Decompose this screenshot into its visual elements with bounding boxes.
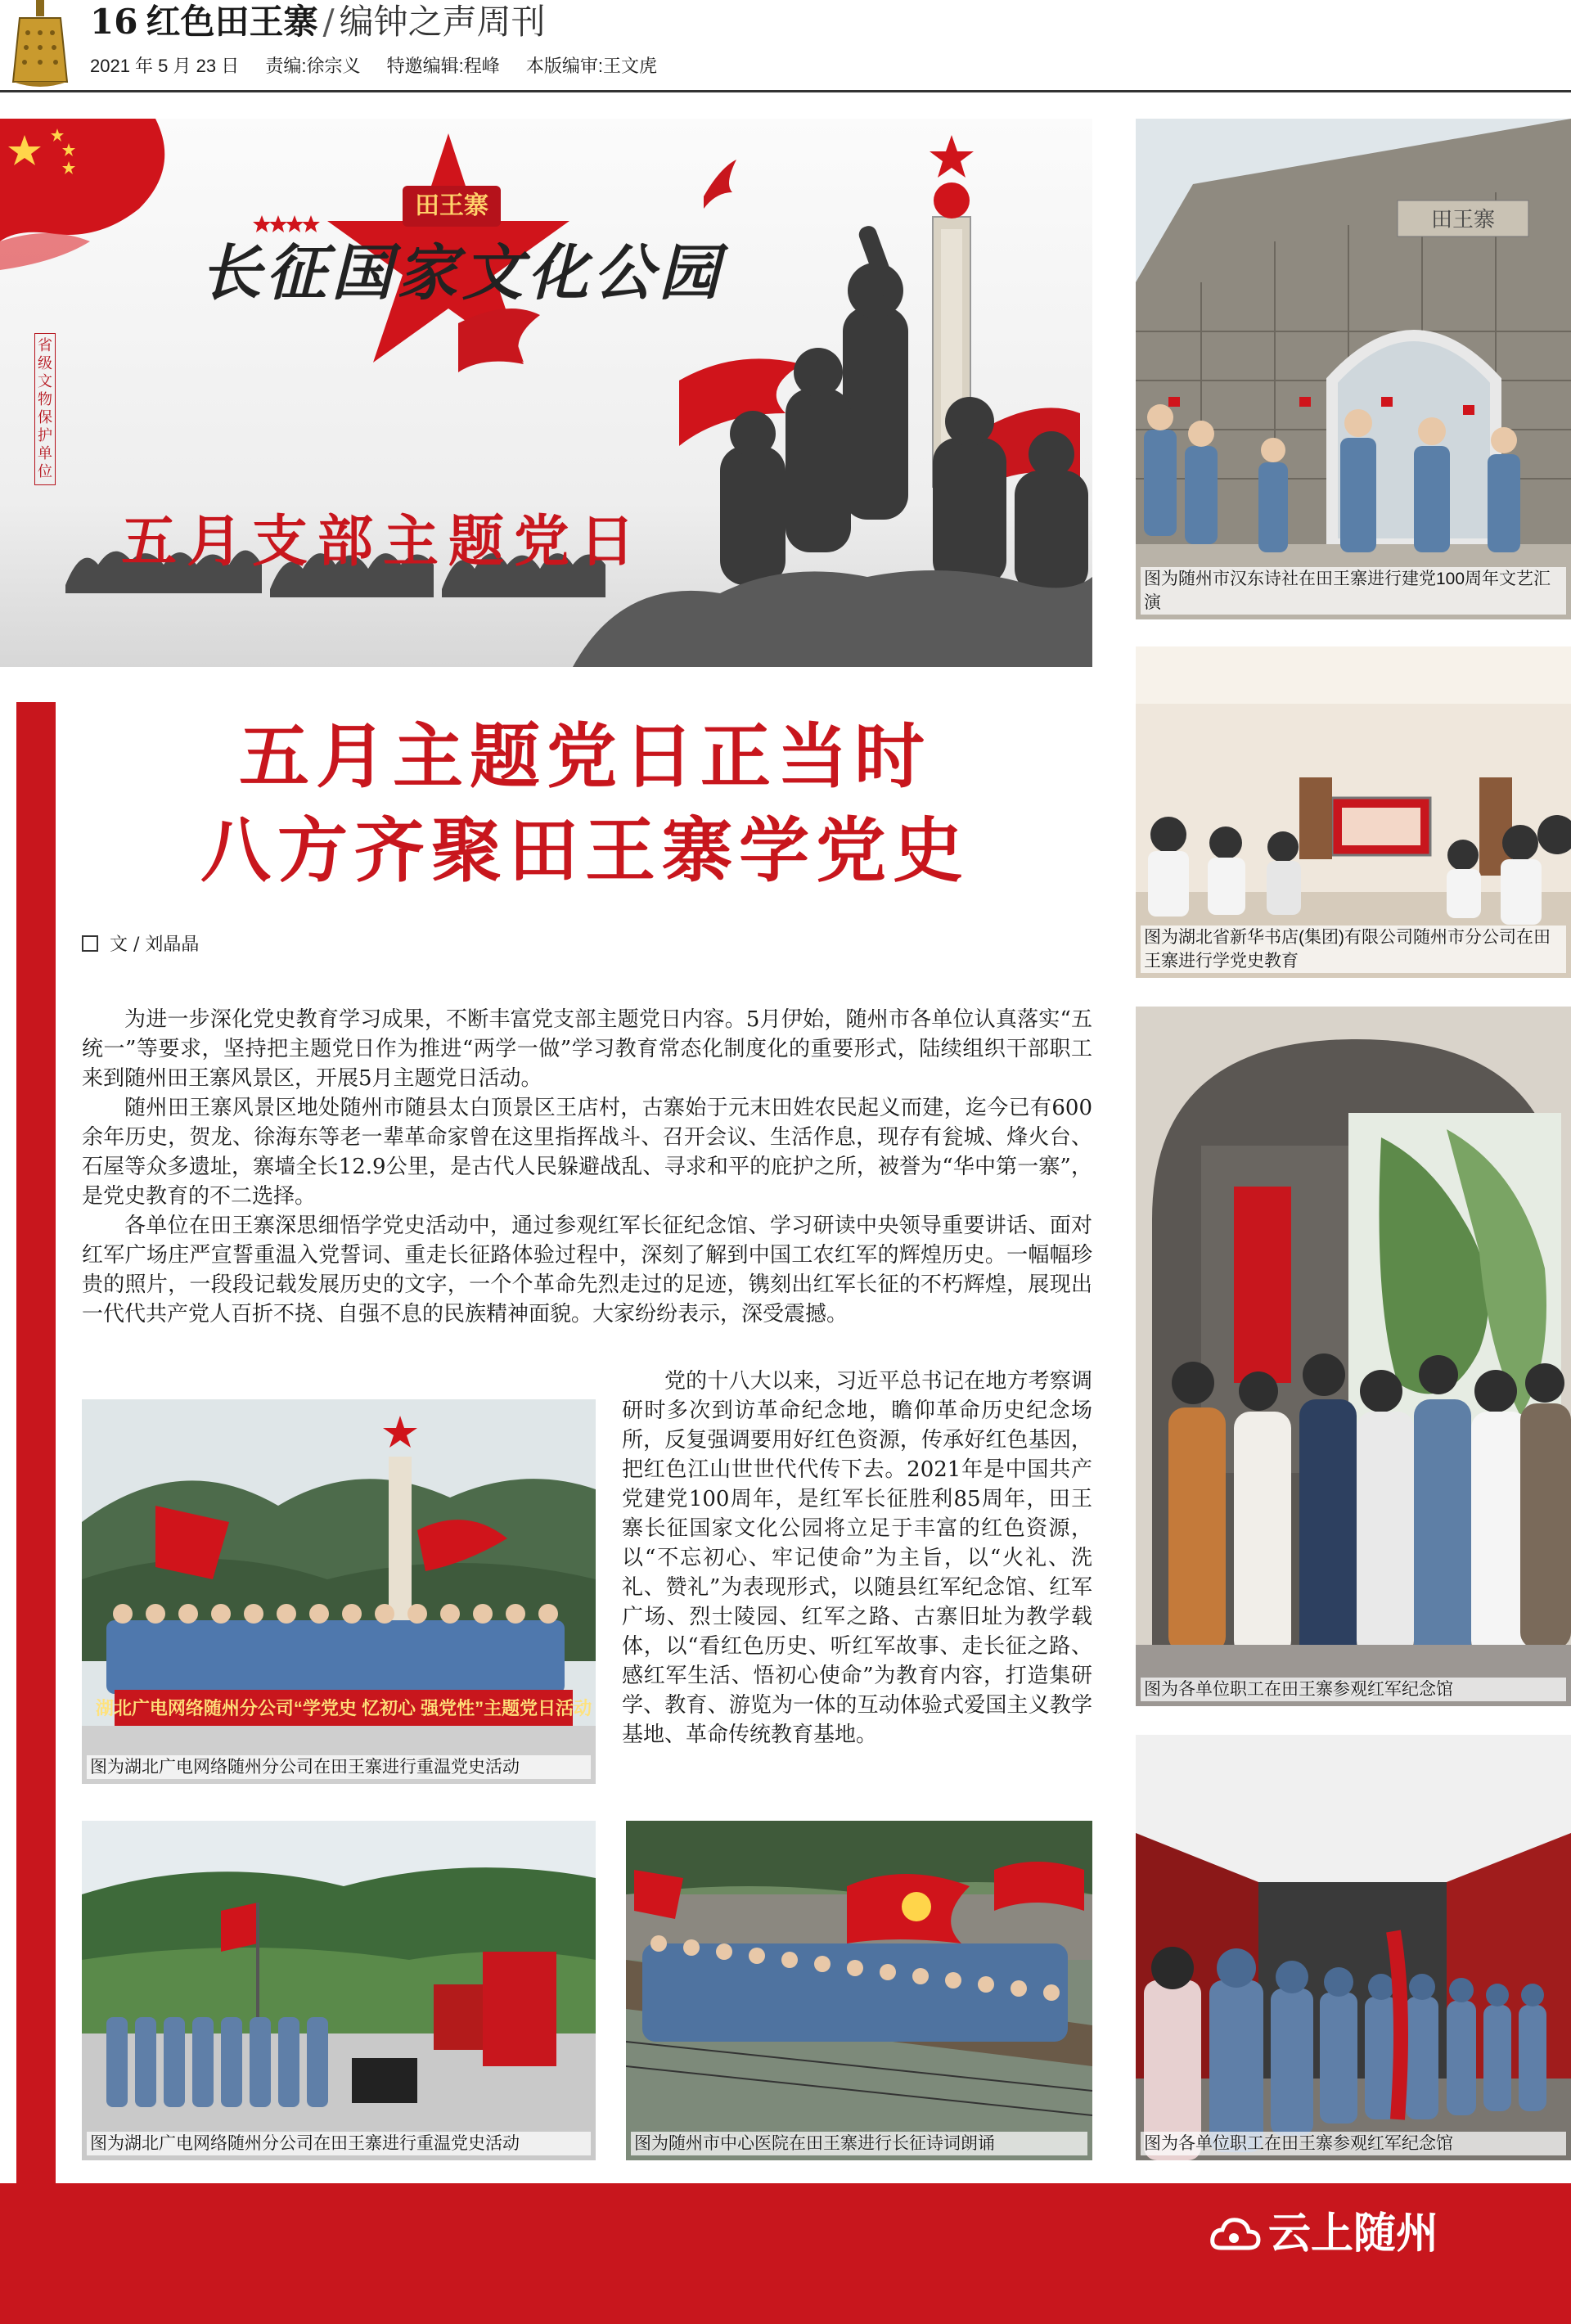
- left-red-bar: [16, 702, 56, 2193]
- photo-caption: 图为随州市中心医院在田王寨进行长征诗词朗诵: [631, 2132, 1087, 2155]
- banner-brand-tag: 田王寨: [403, 186, 501, 227]
- banner-ad: [0, 119, 1092, 667]
- heritage-label: 省级文物保护单位: [34, 333, 56, 485]
- byline: [82, 933, 199, 957]
- credit-line: [90, 54, 678, 79]
- photo-caption: 图为各单位职工在田王寨参观红军纪念馆: [1141, 2132, 1566, 2155]
- article-body-top: [82, 1005, 1092, 1329]
- photo-art-performance: [1136, 119, 1571, 619]
- article-paragraph: 为进一步深化党史教育学习成果，不断丰富党支部主题党日内容。5月伊始，随州市各单位认真落实“五统一”等要求，坚持把主题党日作为推进“两学一做”学习教育常态化制度化的重要形式，陆续组织干部职工来到随州田王寨风景区，开展5月主题党日活动。: [82, 1007, 1092, 1091]
- bell-logo-icon: [8, 0, 72, 92]
- photo-study-session: [1136, 646, 1571, 978]
- photo-caption: 图为湖北省新华书店(集团)有限公司随州市分公司在田王寨进行学党史教育: [1141, 926, 1566, 973]
- gate-sign: 田王寨: [1430, 208, 1496, 232]
- article-paragraph: 随州田王寨风景区地处随州市随县太白顶景区王店村，古寨始于元末田姓农民起义而建，迄今已有600余年历史，贺龙、徐海东等老一辈革命家曾在这里指挥战斗、召开会议、生活作息，现存有瓮城、烽火台、石屋等众多遗址，寨墙全长12.9公里，是古代人民躲避战乱、寻求和平的庇护之所，被誉为“华中第一寨”，是党史教育的不二选择。: [82, 1096, 1092, 1209]
- cloud-icon: [1209, 2214, 1262, 2254]
- photo-caption: 图为湖北广电网络随州分公司在田王寨进行重温党史活动: [87, 2132, 591, 2155]
- headline-line-1: 五月主题党日正当时: [239, 718, 931, 796]
- banner-artwork: [0, 119, 1092, 667]
- photo-memorial-hall-visit-2: [1136, 1735, 1571, 2160]
- editor-credit: 责编:徐宗义: [265, 56, 361, 76]
- photo-group-flags: [82, 1399, 596, 1784]
- page-number: 16: [90, 2, 138, 42]
- photo-caption: 图为随州市汉东诗社在田王寨进行建党100周年文艺汇演: [1141, 567, 1566, 615]
- reviewer-credit: 本版编审:王文虎: [525, 56, 657, 76]
- footer-logo: [1209, 2209, 1438, 2259]
- special-editor-credit: 特邀编辑:程峰: [386, 56, 500, 76]
- issue-date: 2021 年 5 月 23 日: [90, 56, 240, 76]
- section-name: 红色田王寨: [146, 2, 318, 42]
- photo-memorial-hall-visit: [1136, 1007, 1571, 1706]
- article-paragraph: 党的十八大以来，习近平总书记在地方考察调研时多次到访革命纪念地，瞻仰革命历史纪念场所，反复强调要用好红色资源，传承好红色基因，把红色江山世世代代传下去。2021年是中国共产党建党100周年，是红军长征胜利85周年，田王寨长征国家文化公园将立足于丰富的红色资源，以“不忘初心、牢记使命”为主旨，以“火礼、洗礼、赞礼”为表现形式，以随县红军纪念馆、红军广场、烈士陵园、红军之路、古寨旧址为教学载体，以“看红色历史、听红军故事、走长征之路、感红军生活、悟初心使命”为教育内容，打造集研学、教育、游览为一体的互动体验式爱国主义教学基地、革命传统教育基地。: [622, 1369, 1092, 1747]
- article-paragraph: 各单位在田王寨深思细悟学党史活动中，通过参观红军长征纪念馆、学习研读中央领导重要讲话、面对红军广场庄严宣誓重温入党誓词、重走长征路体验过程中，深刻了解到中国工农红军的辉煌历史。一幅幅珍贵的照片，一段段记载发展历史的文字，一个个革命先烈走过的足迹，镌刻出红军长征的不朽辉煌，展现出一代代共产党人百折不挠、自强不息的民族精神面貌。大家纷纷表示，深受震撼。: [82, 1214, 1092, 1326]
- photo-square-ceremony: [82, 1821, 596, 2160]
- footer-band-left: [0, 2183, 59, 2324]
- banner-title: 长征国家文化公园: [200, 238, 724, 309]
- footer-logo-text: 云上随州: [1268, 2210, 1439, 2258]
- photo-caption: 图为各单位职工在田王寨参观红军纪念馆: [1141, 1678, 1566, 1701]
- headline-line-2: 八方齐聚田王寨学党史: [200, 812, 970, 890]
- publication-name: 编钟之声周刊: [339, 2, 546, 42]
- photo-banner-text: 湖北广电网络随州分公司“学党史 忆初心 强党性”主题党日活动: [95, 1698, 592, 1718]
- photo-caption: 图为湖北广电网络随州分公司在田王寨进行重温党史活动: [87, 1755, 591, 1779]
- header-divider: [0, 90, 1571, 92]
- photo-bridge-recitation: [626, 1821, 1092, 2160]
- banner-subtitle: 五月支部主题党日: [121, 511, 646, 573]
- article-body-right: [622, 1367, 1092, 1750]
- byline-text: 文 / 刘晶晶: [110, 935, 200, 955]
- page-title: 16 红色田王寨 / 编钟之声周刊: [90, 2, 546, 42]
